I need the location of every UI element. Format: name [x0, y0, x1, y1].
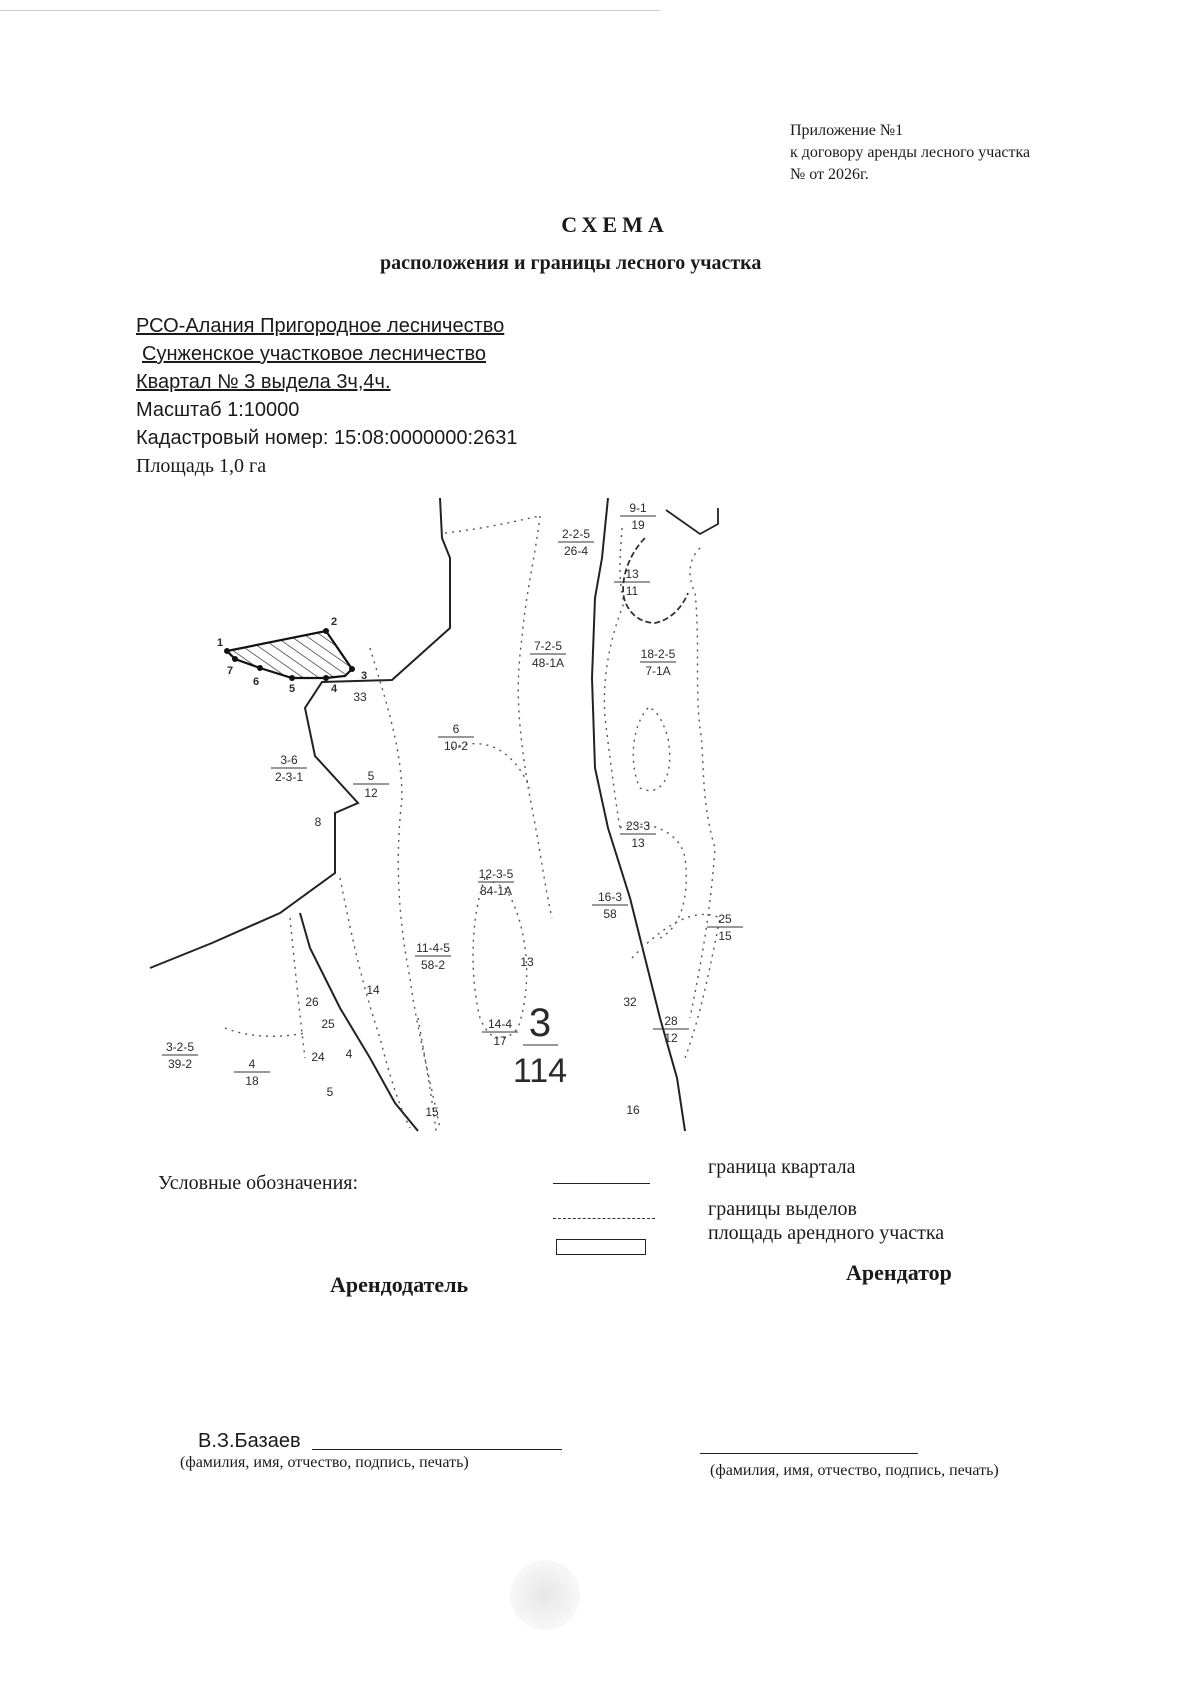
vertex-number-label: 7 — [226, 665, 234, 677]
allotment-label-top: 28 — [664, 1014, 678, 1028]
allotment-label-bottom: 10-2 — [443, 739, 469, 753]
allotment-label-bottom: 19 — [631, 518, 645, 532]
vertex-1 — [224, 648, 230, 654]
allotment-label-top: 2-2-5 — [561, 527, 591, 541]
area-line: Площадь 1,0 га — [136, 455, 267, 477]
document-title: СХЕМА — [561, 212, 669, 237]
allotment-label-bottom: 39-2 — [167, 1057, 193, 1071]
map-plain-label: 8 — [314, 815, 322, 829]
quarter-boundary-south — [300, 913, 418, 1131]
appendix-line-3: № от 2026г. — [790, 166, 869, 183]
appendix-note — [790, 120, 1030, 186]
vertex-2 — [323, 628, 329, 634]
allotment-label-top: 13 — [625, 567, 639, 581]
allotment-border — [367, 648, 440, 1128]
legend-box-icon — [556, 1239, 646, 1255]
vertex-number-label: 6 — [252, 676, 260, 688]
allotment-label-bottom: 7-1А — [645, 664, 671, 678]
allotment-border — [225, 1028, 305, 1036]
allotment-label-bottom: 58 — [603, 907, 617, 921]
vertex-number-label: 4 — [330, 683, 338, 695]
allotment-label-bottom: 13 — [631, 836, 645, 850]
allotment-label-top: 12-3-5 — [478, 867, 514, 881]
lease-plot-area — [227, 631, 352, 678]
map-plain-label: 14 — [366, 983, 380, 997]
lessor-signature-line — [312, 1449, 562, 1450]
vertex-number-label: 5 — [288, 683, 296, 695]
allotment-label-bottom: 26-4 — [563, 544, 589, 558]
lessor-signature-caption: (фамилия, имя, отчество, подпись, печать) — [180, 1454, 469, 1471]
scan-smudge — [510, 1560, 580, 1630]
allotment-label-top: 3-6 — [280, 753, 298, 767]
allotment-label-bottom: 58-2 — [420, 958, 446, 972]
allotment-label-bottom: 12 — [664, 1031, 678, 1045]
allotment-label-bottom: 48-1А — [531, 656, 565, 670]
appendix-line-1: Приложение №1 — [790, 122, 904, 139]
allotment-label-top: 16-3 — [597, 890, 623, 904]
map-plain-label: 16 — [626, 1103, 640, 1117]
allotment-label-bottom: 17 — [493, 1034, 507, 1048]
allotment-label-top: 7-2-5 — [533, 639, 563, 653]
allotment-border — [620, 824, 686, 938]
vertex-number-label: 2 — [330, 616, 338, 628]
quarter-area-label: 114 — [512, 1052, 568, 1090]
document-subtitle: расположения и границы лесного участка — [380, 252, 762, 274]
allotment-label-bottom: 15 — [718, 929, 732, 943]
map-plain-label: 25 — [321, 1017, 335, 1031]
legend-lease-area: площадь арендного участка — [708, 1222, 945, 1244]
allotment-border — [518, 516, 552, 918]
allotment-label-top: 25 — [718, 912, 732, 926]
map-plain-label: 15 — [425, 1105, 439, 1119]
vertex-5 — [289, 675, 295, 681]
scan-edge-line — [0, 10, 660, 11]
quarter-number-label: 3 — [528, 1001, 552, 1045]
lessee-signature-caption: (фамилия, имя, отчество, подпись, печать) — [710, 1462, 999, 1479]
allotment-label-bottom: 2-3-1 — [274, 770, 304, 784]
vertex-4 — [323, 675, 329, 681]
legend-dashed-line-icon — [553, 1218, 655, 1219]
vertex-3 — [349, 666, 355, 672]
vertex-6 — [257, 665, 263, 671]
allotment-label-top: 18-2-5 — [640, 647, 676, 661]
vertex-number-label: 1 — [216, 637, 224, 649]
plot-info-block — [136, 312, 518, 480]
forest-plot-map — [140, 498, 760, 1143]
legend-allotment-borders: границы выделов — [708, 1198, 857, 1220]
map-plain-label: 26 — [305, 995, 319, 1009]
legend-quarter-border: граница квартала — [708, 1156, 856, 1178]
allotment-border — [690, 548, 715, 1018]
lessee-signature-line — [700, 1453, 918, 1454]
legend-title: Условные обозначения: — [158, 1172, 359, 1194]
vertex-7 — [232, 656, 238, 662]
quarter-boundary-west — [150, 498, 450, 968]
map-plain-label: 4 — [345, 1047, 353, 1061]
map-plain-label: 5 — [326, 1085, 334, 1099]
allotment-border — [290, 918, 305, 1058]
allotment-border — [633, 708, 669, 791]
map-plain-label: 32 — [623, 995, 637, 1009]
appendix-line-2: к договору аренды лесного участка — [790, 144, 1031, 161]
map-plain-label: 24 — [311, 1050, 325, 1064]
map-plain-label: 33 — [353, 690, 367, 704]
scale-line: Масштаб 1:10000 — [136, 399, 300, 421]
allotment-label-top: 4 — [248, 1057, 256, 1071]
allotment-label-top: 5 — [367, 769, 375, 783]
map-drawing — [140, 498, 760, 1138]
vertex-number-label: 3 — [360, 670, 368, 682]
cadastral-line: Кадастровый номер: 15:08:0000000:2631 — [136, 427, 518, 449]
allotment-border — [445, 516, 540, 533]
lessor-heading: Арендодатель — [330, 1272, 469, 1297]
lessee-heading: Арендатор — [846, 1260, 952, 1285]
region-line: РСО-Алания Пригородное лесничество — [136, 315, 505, 337]
allotment-label-bottom: 18 — [245, 1074, 259, 1088]
allotment-label-top: 6 — [452, 722, 460, 736]
legend-solid-line-icon — [553, 1183, 650, 1184]
map-labels — [162, 501, 743, 1119]
allotment-border — [604, 528, 624, 828]
allotment-border — [473, 878, 527, 1038]
allotment-label-bottom: 11 — [625, 584, 639, 598]
quarter-boundary-northeast — [666, 508, 718, 534]
allotment-label-top: 23-3 — [625, 819, 651, 833]
allotment-label-top: 11-4-5 — [416, 941, 450, 955]
allotment-label-bottom: 84-1А — [479, 884, 513, 898]
allotment-label-top: 9-1 — [629, 501, 647, 515]
allotment-label-bottom: 12 — [364, 786, 378, 800]
quarter-line: Квартал № 3 выдела 3ч,4ч. — [136, 371, 391, 393]
allotment-border — [340, 878, 410, 1128]
allotment-label-top: 3-2-5 — [165, 1040, 195, 1054]
district-line: Сунженское участковое лесничество — [142, 343, 487, 365]
map-plain-label: 13 — [520, 955, 534, 969]
allotment-label-top: 14-4 — [487, 1017, 513, 1031]
lessor-signer-name: В.З.Базаев — [198, 1430, 301, 1452]
